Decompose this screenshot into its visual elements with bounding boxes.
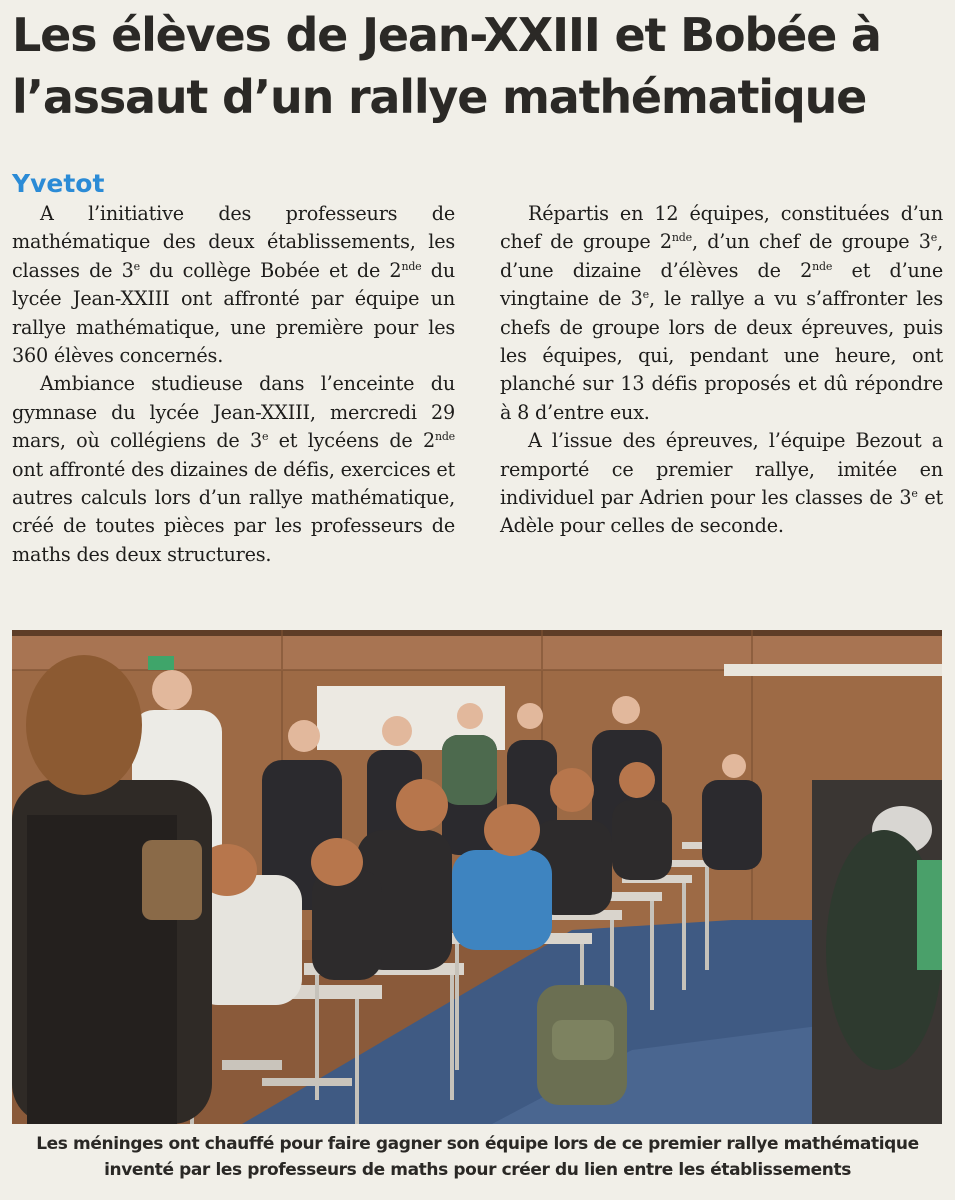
- dateline: Yvetot: [12, 169, 105, 198]
- paragraph-3: Répartis en 12 équipes, constituées d’un chef de groupe 2nde, d’un chef de groupe 3e, d’une dizaine d’élèves de 2nde et d’une vingtaine de 3e, le rallye a vu s’affronter les chefs de groupe lors de deux épreuves, puis les équipes, qui, pendant une heure, ont planché sur 13 défis proposés et dû répondre à 8 d’entre eux.: [500, 202, 943, 424]
- gymnasium-photo-illustration: [12, 630, 942, 1124]
- paragraph-1: A l’initiative des professeurs de mathématique des deux établissements, les classes de 3e du collège Bobée et de 2nde du lycée Jean-XXIII ont affronté par équipe un rallye mathématique, une première pour les 360 élèves concernés.: [12, 202, 456, 368]
- article-column-right: [500, 200, 943, 541]
- headline: Les élèves de Jean-XXIII et Bobée à l’assaut d’un rallye mathématique: [12, 8, 881, 124]
- photo-caption: [0, 1131, 955, 1183]
- photo-caption-line-2: inventé par les professeurs de maths pour créer du lien entre les établissements: [104, 1160, 851, 1180]
- article-column-left: [12, 200, 455, 569]
- paragraph-4: A l’issue des épreuves, l’équipe Bezout a remporté ce premier rallye, imitée en individuel par Adrien pour les classes de 3e et Adèle pour celles de seconde.: [500, 429, 943, 538]
- paragraph-2: Ambiance studieuse dans l’enceinte du gymnase du lycée Jean-XXIII, mercredi 29 mars, où collégiens de 3e et lycéens de 2nde ont affronté des dizaines de défis, exercices et autres calculs lors d’un rallye mathématique, créé de toutes pièces par les professeurs de maths des deux structures.: [12, 372, 455, 566]
- article-photo: [12, 630, 942, 1124]
- photo-caption-line-1: Les méninges ont chauffé pour faire gagner son équipe lors de ce premier rallye mathématique: [36, 1134, 919, 1154]
